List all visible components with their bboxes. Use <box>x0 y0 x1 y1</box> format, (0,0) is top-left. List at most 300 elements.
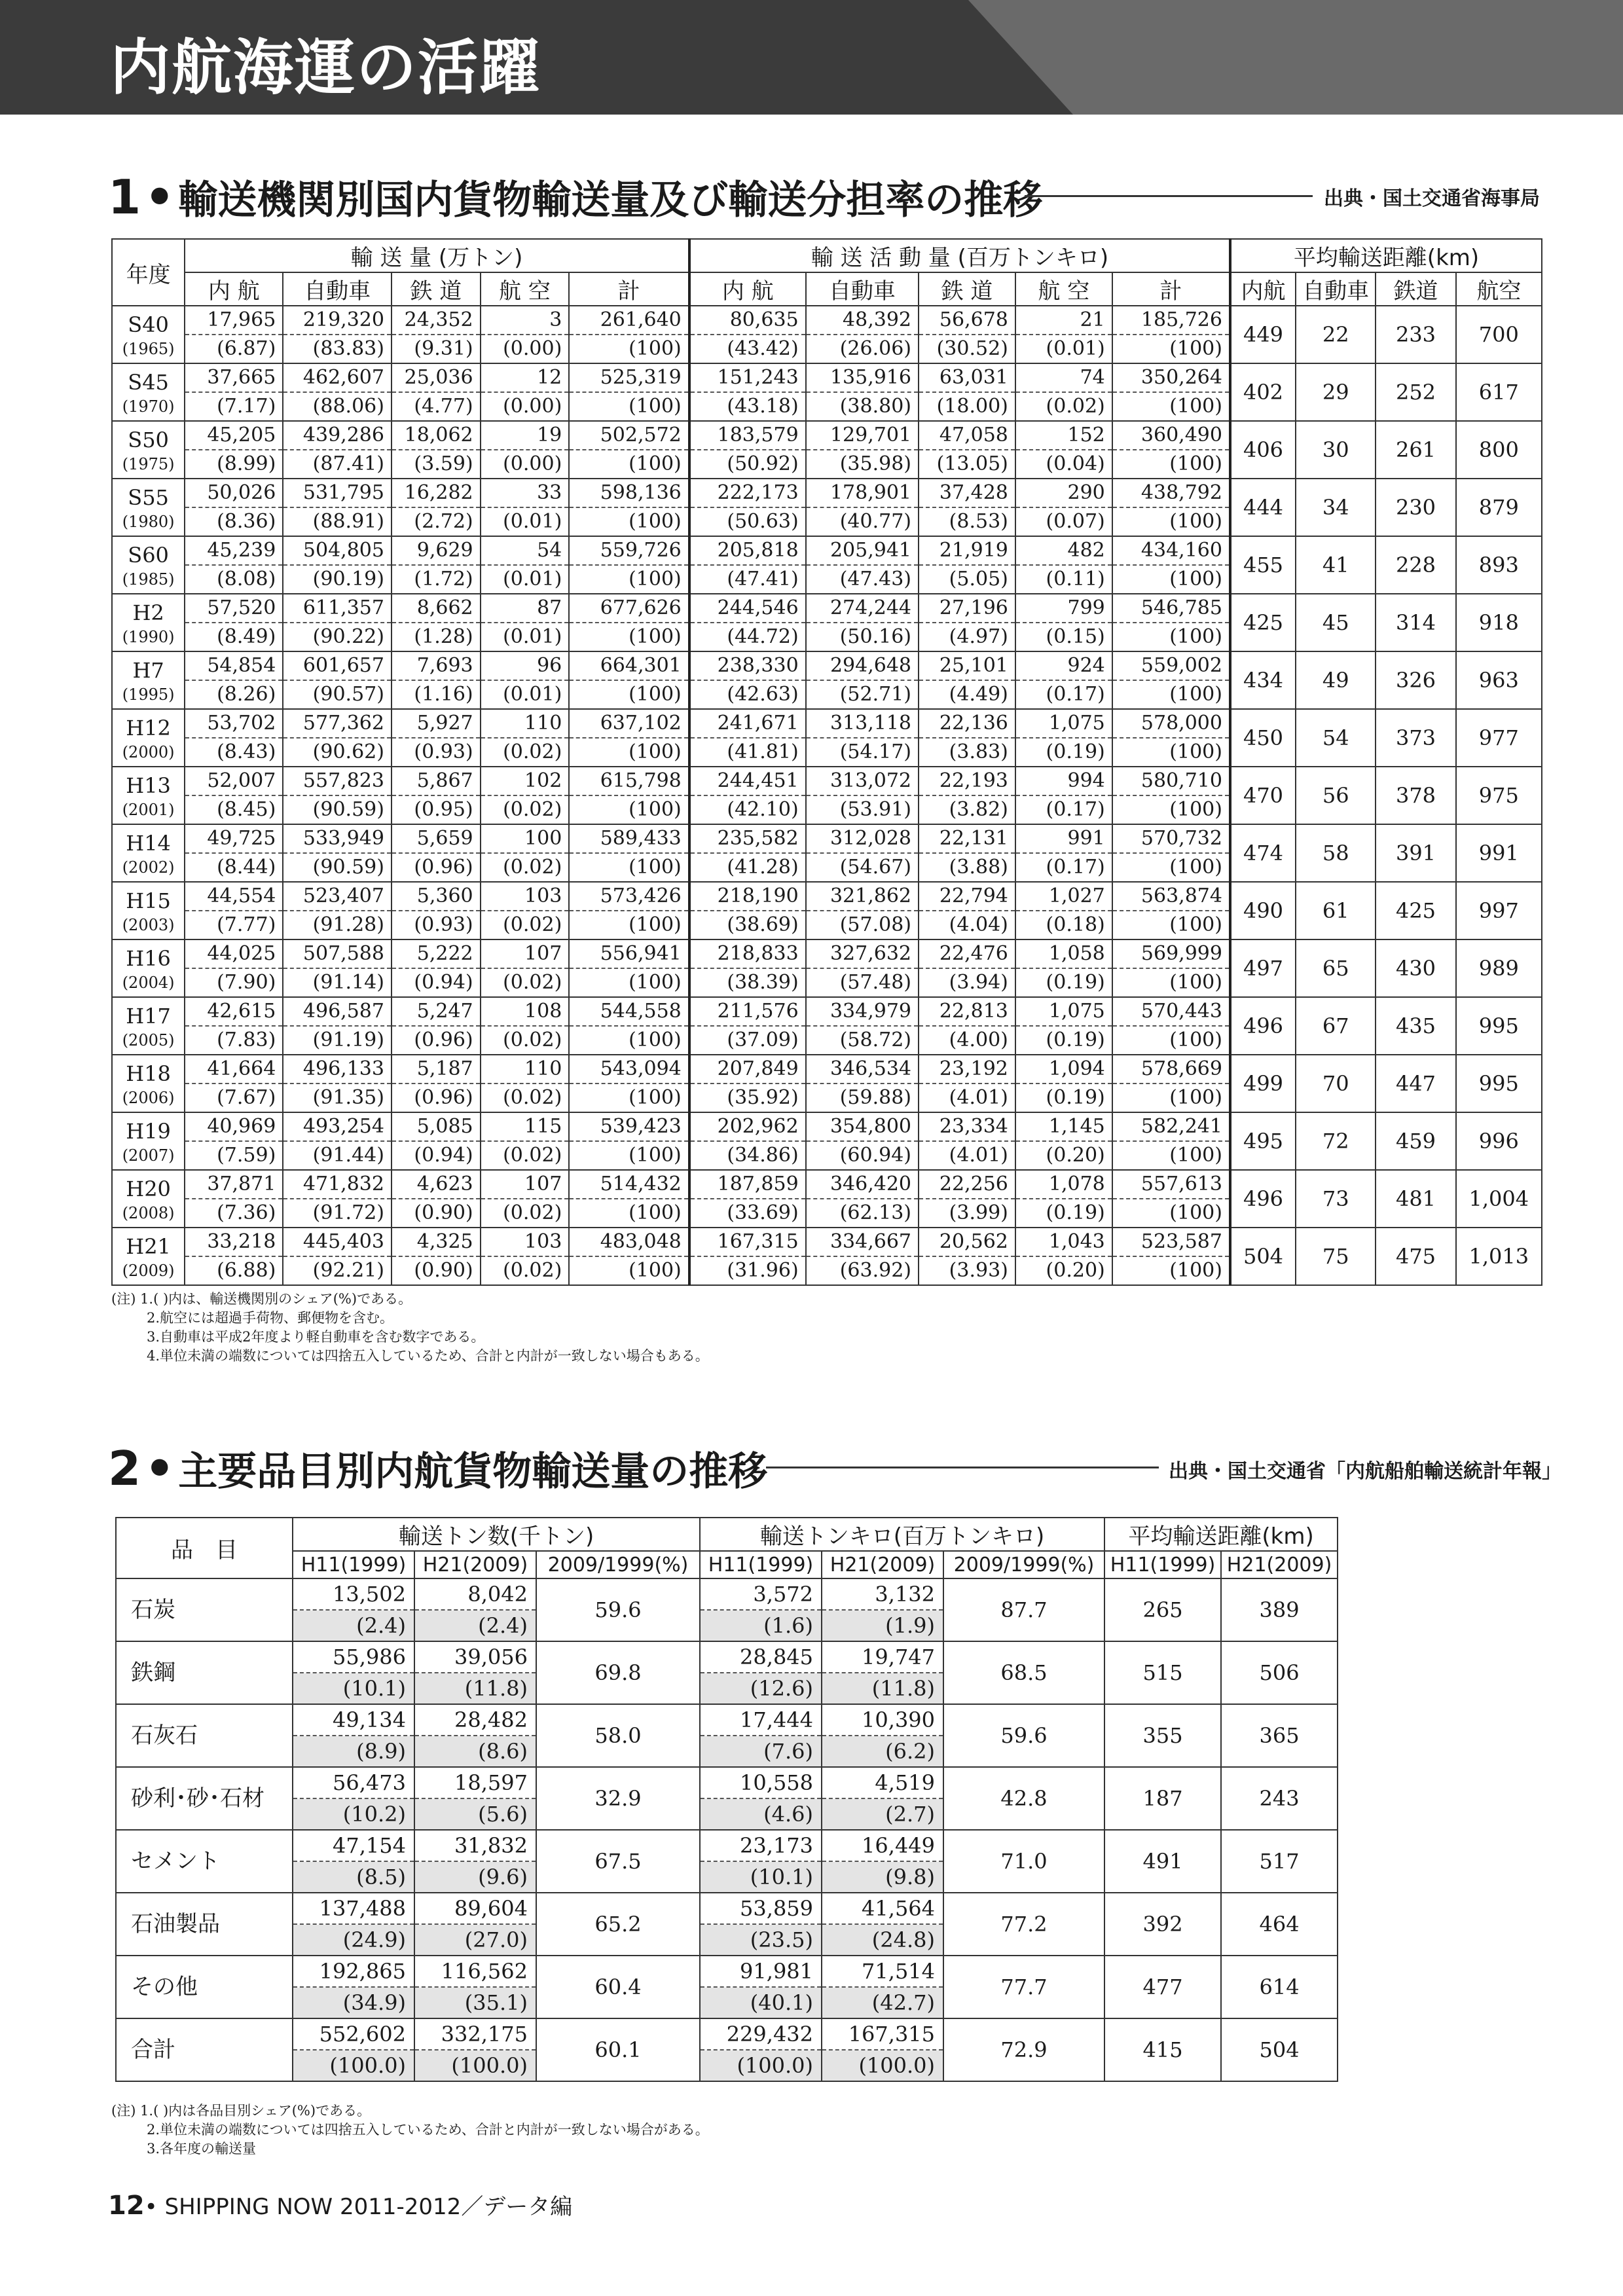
col-header: 自動車 <box>1296 272 1376 306</box>
tons-ratio: 60.1 <box>536 2018 700 2081</box>
tkm-share: (60.94) <box>806 1141 919 1170</box>
tons-share: (1.16) <box>392 680 481 709</box>
section1-notes <box>111 1290 709 1366</box>
tons-value: 598,136 <box>569 479 689 507</box>
item-name: 石炭 <box>116 1578 293 1641</box>
tons-value: 40,969 <box>185 1112 283 1141</box>
tkm-share: (38.39) <box>689 968 806 997</box>
tkm-value: 327,632 <box>806 939 919 968</box>
tons-share: (100) <box>569 1199 689 1228</box>
tons-value: 525,319 <box>569 363 689 392</box>
avg-distance: 975 <box>1456 767 1542 824</box>
page-footer <box>108 2189 572 2221</box>
table-row <box>112 767 1542 795</box>
tkm-share: (100) <box>1112 853 1230 882</box>
avg-distance: 800 <box>1456 421 1542 479</box>
tkm-value: 346,534 <box>806 1055 919 1084</box>
year-cell <box>112 824 185 882</box>
tkm-share: (100) <box>1112 507 1230 536</box>
tons-value: 33,218 <box>185 1228 283 1256</box>
tons-value: 514,432 <box>569 1170 689 1199</box>
tkm-value: 20,562 <box>919 1228 1015 1256</box>
tkm-share: (0.19) <box>1015 1199 1112 1228</box>
tkm-share: (0.04) <box>1015 450 1112 479</box>
tons-share: (24.9) <box>293 1924 414 1956</box>
tons-value: 7,693 <box>392 651 481 680</box>
avg-distance: 415 <box>1104 2018 1221 2081</box>
tons-share: (0.96) <box>392 853 481 882</box>
tons-value: 483,048 <box>569 1228 689 1256</box>
avg-distance: 434 <box>1230 651 1296 709</box>
tons-share: (100) <box>569 680 689 709</box>
note-line: 3.各年度の輸送量 <box>147 2141 257 2157</box>
tkm-value: 22,476 <box>919 939 1015 968</box>
era-year: H16 <box>126 946 171 971</box>
avg-distance: 243 <box>1221 1767 1338 1830</box>
note-line: (注) 1.( )内は、輸送機関別のシェア(%)である。 <box>111 1291 412 1307</box>
tkm-value: 22,131 <box>919 824 1015 853</box>
avg-distance: 30 <box>1296 421 1376 479</box>
table-row <box>112 1170 1542 1199</box>
avg-distance: 449 <box>1230 306 1296 363</box>
tkm-share: (100) <box>1112 1199 1230 1228</box>
tkm-share: (0.19) <box>1015 738 1112 767</box>
tkm-value: 80,635 <box>689 306 806 335</box>
tons-share: (100) <box>569 507 689 536</box>
tons-share: (0.95) <box>392 795 481 824</box>
tkm-share: (44.72) <box>689 623 806 651</box>
tons-ratio: 58.0 <box>536 1704 700 1767</box>
tons-group-header: 輸 送 量 (万トン) <box>185 239 689 272</box>
tkm-value: 570,732 <box>1112 824 1230 853</box>
tkm-value: 21 <box>1015 306 1112 335</box>
tons-value: 110 <box>481 709 570 738</box>
tons-value: 637,102 <box>569 709 689 738</box>
western-year: (2000) <box>122 743 175 761</box>
tons-share: (0.02) <box>481 738 570 767</box>
section1-title: 輸送機関別国内貨物輸送量及び輸送分担率の推移 <box>178 177 1043 223</box>
tkm-share: (11.8) <box>822 1673 943 1704</box>
tkm-share: (43.18) <box>689 392 806 421</box>
tons-value: 589,433 <box>569 824 689 853</box>
tkm-ratio: 77.7 <box>943 1956 1104 2018</box>
tkm-share: (6.2) <box>822 1736 943 1767</box>
avg-distance: 504 <box>1230 1228 1296 1285</box>
tkm-value: 167,315 <box>689 1228 806 1256</box>
avg-distance: 402 <box>1230 363 1296 421</box>
tons-share: (0.93) <box>392 911 481 939</box>
tons-value: 24,352 <box>392 306 481 335</box>
tons-value: 557,823 <box>283 767 392 795</box>
tons-value: 493,254 <box>283 1112 392 1141</box>
tkm-value: 19,747 <box>822 1641 943 1673</box>
tkm-value: 569,999 <box>1112 939 1230 968</box>
tons-share: (8.36) <box>185 507 283 536</box>
tkm-share: (42.10) <box>689 795 806 824</box>
tons-share: (35.1) <box>414 1987 536 2018</box>
table-row <box>112 824 1542 853</box>
avg-group-header: 平均輸送距離(km) <box>1104 1518 1338 1551</box>
tkm-share: (24.8) <box>822 1924 943 1956</box>
tons-ratio: 32.9 <box>536 1767 700 1830</box>
table-row <box>112 939 1542 968</box>
tkm-share: (0.11) <box>1015 565 1112 594</box>
tons-value: 5,360 <box>392 882 481 911</box>
tkm-value: 22,136 <box>919 709 1015 738</box>
tons-value: 102 <box>481 767 570 795</box>
tkm-value: 229,432 <box>700 2018 822 2050</box>
avg-distance: 1,004 <box>1456 1170 1542 1228</box>
tkm-value: 578,669 <box>1112 1055 1230 1084</box>
avg-distance: 496 <box>1230 997 1296 1055</box>
table-row <box>116 1893 1338 1924</box>
avg-distance: 435 <box>1376 997 1455 1055</box>
tkm-share: (100.0) <box>822 2050 943 2081</box>
tons-value: 53,702 <box>185 709 283 738</box>
avg-distance: 373 <box>1376 709 1455 767</box>
era-year: H17 <box>126 1004 171 1029</box>
tons-share: (0.93) <box>392 738 481 767</box>
tons-share: (0.02) <box>481 853 570 882</box>
avg-distance: 991 <box>1456 824 1542 882</box>
tkm-value: 994 <box>1015 767 1112 795</box>
avg-distance: 995 <box>1456 997 1542 1055</box>
footer-text: • SHIPPING NOW 2011-2012／データ編 <box>144 2194 573 2220</box>
tons-share: (100) <box>569 450 689 479</box>
tons-share: (8.6) <box>414 1736 536 1767</box>
tkm-value: 559,002 <box>1112 651 1230 680</box>
tons-share: (90.59) <box>283 853 392 882</box>
section1-rule <box>1025 195 1313 197</box>
tkm-value: 16,449 <box>822 1830 943 1861</box>
tons-share: (1.72) <box>392 565 481 594</box>
tons-value: 45,205 <box>185 421 283 450</box>
tons-share: (100) <box>569 968 689 997</box>
tons-value: 332,175 <box>414 2018 536 2050</box>
note-line: 2.単位未満の端数については四捨五入しているため、合計と内計が一致しない場合がある。 <box>147 2122 709 2138</box>
tons-share: (90.57) <box>283 680 392 709</box>
tons-value: 544,558 <box>569 997 689 1026</box>
avg-distance: 41 <box>1296 536 1376 594</box>
tkm-share: (57.08) <box>806 911 919 939</box>
avg-distance: 56 <box>1296 767 1376 824</box>
tkm-value: 580,710 <box>1112 767 1230 795</box>
tons-value: 8,662 <box>392 594 481 623</box>
tkm-share: (37.09) <box>689 1026 806 1055</box>
tkm-share: (3.88) <box>919 853 1015 882</box>
tons-value: 96 <box>481 651 570 680</box>
tkm-share: (0.15) <box>1015 623 1112 651</box>
tons-share: (100) <box>569 1141 689 1170</box>
tkm-share: (100) <box>1112 565 1230 594</box>
tkm-share: (4.01) <box>919 1084 1015 1112</box>
avg-distance: 365 <box>1221 1704 1338 1767</box>
tons-value: 50,026 <box>185 479 283 507</box>
tkm-value: 1,027 <box>1015 882 1112 911</box>
tons-value: 9,629 <box>392 536 481 565</box>
note-line: (注) 1.( )内は各品目別シェア(%)である。 <box>111 2103 371 2119</box>
tons-share: (100) <box>569 738 689 767</box>
avg-distance: 75 <box>1296 1228 1376 1285</box>
tkm-value: 244,546 <box>689 594 806 623</box>
tons-ratio: 60.4 <box>536 1956 700 2018</box>
tkm-value: 235,582 <box>689 824 806 853</box>
tkm-share: (100) <box>1112 335 1230 363</box>
tkm-value: 10,390 <box>822 1704 943 1736</box>
tkm-value: 1,075 <box>1015 997 1112 1026</box>
tons-value: 17,965 <box>185 306 283 335</box>
tons-value: 49,134 <box>293 1704 414 1736</box>
avg-distance: 918 <box>1456 594 1542 651</box>
tons-share: (8.44) <box>185 853 283 882</box>
tkm-share: (12.6) <box>700 1673 822 1704</box>
avg-distance: 252 <box>1376 363 1455 421</box>
tkm-share: (100) <box>1112 1256 1230 1285</box>
tons-value: 4,623 <box>392 1170 481 1199</box>
tkm-share: (23.5) <box>700 1924 822 1956</box>
tons-share: (0.00) <box>481 335 570 363</box>
col-header: H11(1999) <box>1104 1551 1221 1578</box>
tons-value: 611,357 <box>283 594 392 623</box>
header-accent <box>1073 0 1623 115</box>
tons-share: (7.36) <box>185 1199 283 1228</box>
tkm-share: (58.72) <box>806 1026 919 1055</box>
era-year: H13 <box>126 773 171 798</box>
tons-ratio: 69.8 <box>536 1641 700 1704</box>
table-row <box>116 1641 1338 1673</box>
tkm-share: (3.94) <box>919 968 1015 997</box>
tons-share: (0.02) <box>481 795 570 824</box>
header-accent-edge <box>968 0 1073 115</box>
item-name: 石灰石 <box>116 1704 293 1767</box>
western-year: (1995) <box>122 685 175 704</box>
tons-share: (91.28) <box>283 911 392 939</box>
tkm-value: 22,794 <box>919 882 1015 911</box>
tkm-value: 3,132 <box>822 1578 943 1610</box>
tons-share: (8.5) <box>293 1861 414 1893</box>
tkm-value: 211,576 <box>689 997 806 1026</box>
tkm-value: 1,094 <box>1015 1055 1112 1084</box>
tons-share: (0.02) <box>481 1084 570 1112</box>
western-year: (1980) <box>122 513 175 531</box>
tkm-share: (31.96) <box>689 1256 806 1285</box>
western-year: (2006) <box>122 1089 175 1107</box>
tons-share: (8.99) <box>185 450 283 479</box>
tons-share: (8.45) <box>185 795 283 824</box>
note-line: 2.航空には超過手荷物、郵便物を含む。 <box>147 1310 394 1326</box>
tons-share: (100) <box>569 565 689 594</box>
tons-share: (7.67) <box>185 1084 283 1112</box>
tkm-ratio: 72.9 <box>943 2018 1104 2081</box>
tons-value: 115 <box>481 1112 570 1141</box>
tkm-value: 582,241 <box>1112 1112 1230 1141</box>
tons-value: 5,247 <box>392 997 481 1026</box>
tons-value: 107 <box>481 1170 570 1199</box>
tkm-value: 22,193 <box>919 767 1015 795</box>
avg-distance: 977 <box>1456 709 1542 767</box>
tons-value: 103 <box>481 1228 570 1256</box>
tkm-value: 21,919 <box>919 536 1015 565</box>
item-header: 品 目 <box>116 1518 293 1578</box>
tkm-share: (0.17) <box>1015 853 1112 882</box>
year-header: 年度 <box>112 239 185 306</box>
tkm-share: (8.53) <box>919 507 1015 536</box>
tons-share: (1.28) <box>392 623 481 651</box>
col-header: 鉄道 <box>1376 272 1455 306</box>
tkm-share: (0.01) <box>1015 335 1112 363</box>
avg-distance: 459 <box>1376 1112 1455 1170</box>
tkm-ratio: 42.8 <box>943 1767 1104 1830</box>
year-cell <box>112 363 185 421</box>
tkm-ratio: 68.5 <box>943 1641 1104 1704</box>
tkm-share: (30.52) <box>919 335 1015 363</box>
tons-value: 664,301 <box>569 651 689 680</box>
year-cell <box>112 1112 185 1170</box>
tons-share: (0.00) <box>481 392 570 421</box>
tkm-share: (13.05) <box>919 450 1015 479</box>
era-year: H14 <box>126 831 171 856</box>
tons-share: (92.21) <box>283 1256 392 1285</box>
tkm-value: 799 <box>1015 594 1112 623</box>
tons-value: 539,423 <box>569 1112 689 1141</box>
tkm-value: 991 <box>1015 824 1112 853</box>
avg-distance: 470 <box>1230 767 1296 824</box>
tons-share: (8.49) <box>185 623 283 651</box>
avg-distance: 614 <box>1221 1956 1338 2018</box>
tkm-share: (4.6) <box>700 1798 822 1830</box>
tkm-share: (53.91) <box>806 795 919 824</box>
tons-share: (100) <box>569 1026 689 1055</box>
avg-distance: 430 <box>1376 939 1455 997</box>
tons-share: (7.59) <box>185 1141 283 1170</box>
era-year: H2 <box>132 600 164 625</box>
tkm-share: (7.6) <box>700 1736 822 1767</box>
tkm-value: 41,564 <box>822 1893 943 1924</box>
table-row <box>116 1956 1338 1987</box>
tons-value: 33 <box>481 479 570 507</box>
tkm-share: (100) <box>1112 1084 1230 1112</box>
col-header: 計 <box>569 272 689 306</box>
tkm-share: (0.18) <box>1015 911 1112 939</box>
tkm-value: 74 <box>1015 363 1112 392</box>
year-cell <box>112 882 185 939</box>
era-year: H19 <box>126 1119 171 1144</box>
tkm-share: (100) <box>1112 738 1230 767</box>
tkm-share: (47.43) <box>806 565 919 594</box>
col-header: H11(1999) <box>293 1551 414 1578</box>
tkm-share: (4.04) <box>919 911 1015 939</box>
tons-value: 44,554 <box>185 882 283 911</box>
tkm-value: 312,028 <box>806 824 919 853</box>
tkm-value: 438,792 <box>1112 479 1230 507</box>
tons-share: (100.0) <box>414 2050 536 2081</box>
tkm-value: 48,392 <box>806 306 919 335</box>
tkm-value: 23,192 <box>919 1055 1015 1084</box>
col-header: 航 空 <box>1015 272 1112 306</box>
tons-share: (88.91) <box>283 507 392 536</box>
tons-share: (0.02) <box>481 1026 570 1055</box>
tkm-share: (57.48) <box>806 968 919 997</box>
avg-distance: 389 <box>1221 1578 1338 1641</box>
section1-heading <box>108 169 1042 225</box>
tons-share: (100) <box>569 335 689 363</box>
tkm-share: (1.6) <box>700 1610 822 1641</box>
avg-distance: 499 <box>1230 1055 1296 1112</box>
tons-value: 37,665 <box>185 363 283 392</box>
tons-share: (6.88) <box>185 1256 283 1285</box>
tkm-share: (42.7) <box>822 1987 943 2018</box>
table-row <box>112 997 1542 1026</box>
tkm-value: 523,587 <box>1112 1228 1230 1256</box>
tkm-value: 37,428 <box>919 479 1015 507</box>
page-title: 内航海運の活躍 <box>110 33 541 103</box>
tkm-share: (0.19) <box>1015 1026 1112 1055</box>
tons-value: 107 <box>481 939 570 968</box>
avg-distance: 54 <box>1296 709 1376 767</box>
avg-distance: 517 <box>1221 1830 1338 1893</box>
tkm-value: 578,000 <box>1112 709 1230 738</box>
year-cell <box>112 306 185 363</box>
avg-distance: 45 <box>1296 594 1376 651</box>
tons-value: 41,664 <box>185 1055 283 1084</box>
western-year: (1965) <box>122 340 175 358</box>
tkm-share: (2.7) <box>822 1798 943 1830</box>
tons-value: 31,832 <box>414 1830 536 1861</box>
tons-share: (8.43) <box>185 738 283 767</box>
avg-distance: 233 <box>1376 306 1455 363</box>
tkm-share: (43.42) <box>689 335 806 363</box>
tkm-share: (3.82) <box>919 795 1015 824</box>
tkm-value: 23,334 <box>919 1112 1015 1141</box>
table-row <box>112 1055 1542 1084</box>
era-year: S60 <box>128 543 169 568</box>
avg-distance: 515 <box>1104 1641 1221 1704</box>
tons-share: (9.6) <box>414 1861 536 1893</box>
tons-value: 556,941 <box>569 939 689 968</box>
tkm-value: 274,244 <box>806 594 919 623</box>
year-cell <box>112 767 185 824</box>
section1-number: 1 <box>108 170 141 225</box>
tkm-share: (0.02) <box>1015 392 1112 421</box>
tons-value: 49,725 <box>185 824 283 853</box>
bullet-icon: • <box>144 170 175 225</box>
table-row <box>112 1112 1542 1141</box>
tons-value: 439,286 <box>283 421 392 450</box>
tons-share: (4.77) <box>392 392 481 421</box>
tkm-value: 222,173 <box>689 479 806 507</box>
era-year: H18 <box>126 1061 171 1086</box>
avg-distance: 61 <box>1296 882 1376 939</box>
tkm-value: 135,916 <box>806 363 919 392</box>
era-year: S50 <box>128 428 169 452</box>
avg-distance: 455 <box>1230 536 1296 594</box>
tkm-value: 238,330 <box>689 651 806 680</box>
tkm-value: 71,514 <box>822 1956 943 1987</box>
avg-group-header: 平均輸送距離(km) <box>1230 239 1542 272</box>
tkm-share: (42.63) <box>689 680 806 709</box>
tons-share: (100) <box>569 623 689 651</box>
tons-share: (0.02) <box>481 1141 570 1170</box>
avg-distance: 989 <box>1456 939 1542 997</box>
col-header: H21(2009) <box>1221 1551 1338 1578</box>
year-cell <box>112 594 185 651</box>
avg-distance: 1,013 <box>1456 1228 1542 1285</box>
tons-value: 5,187 <box>392 1055 481 1084</box>
tons-value: 52,007 <box>185 767 283 795</box>
tons-share: (91.19) <box>283 1026 392 1055</box>
table-row <box>116 1704 1338 1736</box>
tkm-value: 434,160 <box>1112 536 1230 565</box>
